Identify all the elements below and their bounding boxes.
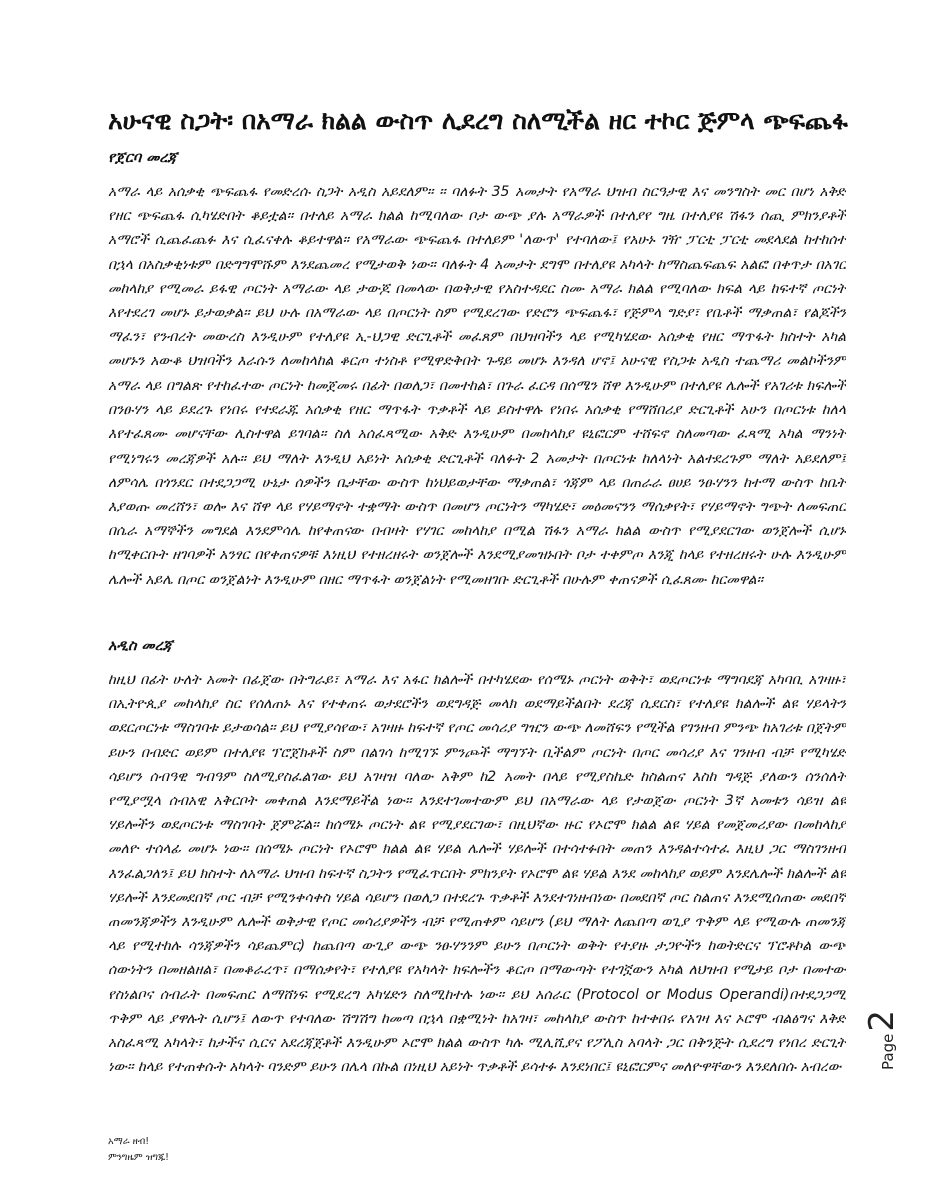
footer-line: ምንግዜም ዝግጁ! bbox=[108, 1152, 169, 1163]
page-number bbox=[862, 985, 905, 1095]
page-number-value: 2 bbox=[862, 1010, 902, 1032]
paragraph: አማራ ላይ በግልጽ የተከፈተው ጦርነት ከመጀመሩ በፊት በወለጋ፣ በመተከል፣ በጉራ ፈርዳ በሰሜን ሸዋ እንዲሁም በተለያዩ ሌሎች የአገሪቱ ክፍሎች በንፁሃን ላይ ይደረጉ የነበሩ የተደራጁ አሰቃቂ የዘር ማጥፋት ጥቃቶች ላይ ይስተዋሉ የነበሩ አሰቃቂ የማሸበሪያ ድርጊቶች አሁን በጦርነቱ ከለላ እየተፈጸሙ መሆናቸው ሊስተዋል ይገባል። ስለ አሰፈጻሚው አቅድ እንዲሁም በመከላከያ ዩኒፎርም ተሸፍኖ ስለመጣው ፈጻሚ አካል ማንነት የሚነግሩን መረጃዎች አሉ። ይህ ማለት እንዲህ አይነት አሰቃቂ ድርጊቶች ባለፉት 2 አመታት በጦርነቱ ከለላነት አልተደረጉም ማለት አይደለም፤ ለምሳሌ በጎንደር በተደጋጋሚ ሁኔታ ሰዎችን ቤታቸው ውስጥ ከነህይወታቸው ማቃጠል፣ ጎጃም ላይ በጠራራ ፀሀይ ንፁሃንን ከተማ ውስጥ ከቤት እያወጡ መረሸን፣ ወሎ እና ሸዋ ላይ የሃይማኖት ተቋማት ውስጥ በመሆን ጦርነትን ማካሄድ፣ መዕመናንን ማሰቃየት፣ የሃይማኖት ግጭት ለመፍጠር በሴራ አማኞችን መግደል እንደምሳሌ ከየቀጠናው በብዛት የሃገር መከላከያ በሚል ሽፋን አማራ ክልል ውስጥ የሚያደርገው ወንጀሎች ሲሆኑ ከሚቀርቡት ዘገባዎች አንፃር በየቀጠናዎቹ እነዚህ የተዘረዘሩት ወንጀሎች እንደሚያመዝኑበት ቦታ ተቀምጦ እንጂ ከላይ የተዘረዘሩት ሁሉ እንዲሁም ሌሎች አይሌ በጦር ወንጀልነት እንዲሁም በዘር ማጥፋት ወንጀልነት የሚመዘገቡ ድርጊቶች በሁሉም ቀጠናዎች ሲፈጸሙ ከርመዋል። bbox=[108, 378, 846, 588]
paragraph: አማራ ላይ አሰቃቂ ጭፍጨፋ የመድረሱ ስጋት አዲስ አይደለም። ። ባለፉት 35 አመታት የአማራ ህዝብ ስርዓታዊ እና መንግስት መር በሆነ አቅድ የዘር ጭፍጨፋ ሲካሄድበት ቆይቷል። በተለይ አማራ ክልል ከሚባለው ቦታ ውጭ ያሉ አማራዎች በተለያየ ግዜ በተለያዩ ሽፋን ሰጪ ምክንያቶች አማሮች ሲጨፈጨፉ እና ሲፈናቀሉ ቆይተዋል። የአማራው ጭፍጨፋ በተለይም 'ለውጥ' የተባለው፤ የአሁኑ ገዥ ፓርቲ ፓርቲ መደላደል ከተከሰተ በኋላ በአስቃቂነቱም በድግግሞሹም እንደጨመረ የሚታወቅ ነው። ባለፉት 4 አመታት ደግሞ በተለያዩ አካላት ከማስጨፍጨፍ አልፎ በቀጥታ በአገር መከላከያ የሚመራ ይፋዊ ጦርነት አማራው ላይ ታውጆ በመላው በወቅታዊ የአስተዳደር ስሙ አማራ ክልል የሚባለው ክፍል ላይ ከፍተኛ ጦርነት እየተደረገ መሆኑ ይታወቃል። ይህ ሁሉ በአማራው ላይ በጦርነት ስም የሚደረገው የድሮን ጭፍጨፋ፣ የጅምላ ግድያ፣ የቤቶች ማቃጠል፣ የልጆችን ማፈን፣ የንብረት መውረስ እንዲሁም የተለያዩ ኢ-ህጋዊ ድርጊቶች መፈጸም በህዝባችን ላይ የሚካሄደው አሰቃቂ የዘር ማጥፋት ክስተት አካል መሆኑን አውቆ ህዝባችን እራሱን ለመከላከል ቆርጦ ተነስቶ የሚዋድቅበት ጉዳይ መሆኑ እንዳለ ሆኖ፤ አሁናዊ የስጋቱ አዲስ ተጨማሪ መልኮችንም bbox=[108, 184, 846, 370]
section-heading-background: የጀርባ መረጃ bbox=[108, 150, 177, 166]
footer-line: አማራ ዘብ! bbox=[108, 1136, 150, 1147]
section-heading-new-info: አዲስ መረጃ bbox=[108, 638, 173, 654]
page-label: Page bbox=[879, 1033, 897, 1070]
footer bbox=[108, 1134, 169, 1166]
paragraph: ከዚህ በፊት ሁለት አመት በፊጀው በትግራይ፣ አማራ እና አፋር ክልሎች በተካሄደው የሰሜኑ ጦርነት ወቅት፣ ወደጦርነቱ ማግባደጃ አካባቢ አገዛዙ፣ በኢትዮጲያ መከላከያ ስር የሰለጠኑ እና የተቀጠሩ ወታደሮችን ወደግዳጅ መላክ ወደማይችልበት ደረጃ ሲደርስ፣ የተለያዩ ክልሎች ልዩ ሃይላትን ወደርጦርነቱ ማስገባቱ ይታወሳል። ይህ የሚያሳየው፣ አገዛዙ ከፍተኛ የጦር መሳሪያ ግዢን ውጭ ለመሸፍን የሚችል የገንዘብ ምንጭ ከአገሪቱ በጀትም ይሁን በብድር ወይም በተለያዩ ፕሮጀክቶች ስም በልገሳ ከሚገኙ ምንጮች ማግኘት ቢችልም ጦርነት በጦር መሳሪያ እና ገንዘብ ብቻ የሚካሄድ ሳይሆን ሰብዓዊ ግብዓም ስለሚያስፈልገው ይህ አገዛዝ ባለው አቅም ከ2 አመት በላይ የሚያስኬድ ከስልጠና እስከ ግዳጅ ያለውን ሰንሰለት የሚያሟላ ሰብአዊ አቅርቦት መቀጠል እንደማይችል ነው። እንደተገመተውም ይህ በአማራው ላይ የታወጀው ጦርነት 3ኛ አመቱን ሳይዝ ልዩ ሃይሎችን ወደጦርነቱ ማስገባት ጀምሯል። ከሰሜኑ ጦርነት ልዩ የሚያደርገው፣ በዚህኛው ዙር የኦሮሞ ክልል ልዩ ሃይል የመጀመሪያው በመከላከያ መለዮ ተሰላፊ መሆኑ ነው። በሰሜኑ ጦርነት የኦሮሞ ክልል ልዩ ሃይል ሌሎች ሃይሎች በተሳተፉበት መጠን እንዳልተሳተፈ እዚህ ጋር ማስገንዘብ እንፈልጋለን፤ ይህ ክስተት ለአማራ ህዝብ ከፍተኛ ስጋትን የሚፈጥርበት ምክንያት የኦሮሞ ልዩ ሃይል እንደ መከላከያ ወይም እንደሌሎች ክልሎች ልዩ ሃይሎች እንደመደበኛ ጦር ብቻ የሚንቀሳቀስ ሃይል ሳይሆን በወለጋ በተደረጉ ጥቃቶች እንደተገነዘብነው በመደበኛ ጦር ስልጠና እንደሚሰጠው መደበኛ ጠመንጃዎችን እንዲሁም ሌሎች ወቅታዊ የጦር መሳሪያዎችን ብቻ የሚጠቀም ሳይሆን (ይህ ማለት ለጨበጣ ወጊያ ጥቅም ላይ የሚውሉ ጠመንጃ ላይ የሚተከሉ ሳንጃዎችን ሳይጨምር) ከጨበጣ ውጊያ ውጭ ንፁሃንንም ይሁን በጦርነት ወቅት የተያዙ ታጋዮችን ከወትድርና ፕሮቶኮል ውጭ ሰውነትን በመዘልዘል፣ በመቆራረጥ፣ በማሰቃየት፣ የተለያዩ የአካላት ክፍሎችን ቆርጦ በማውጣት የተገኟውን አካል ለህዝብ የሚታይ ቦታ በመተው የስነልቦና ሰብራት በመፍጠር ለማሸነፍ የሚደረግ አካሄድን ስለሚከተሉ ነው። ይህ አሰራር (Protocol or Modus Operandi)በተደጋጋሚ ጥቅም ላይ ያዋሉት ሲሆን፤ ለውጥ የተባለው ሽግሽግ ከመጣ በኋላ በቋሚነት ከአገዛ፣ መከላከያ ውስጥ ከተቀበሩ የአገዛ እና ኦሮሞ ብልፅግና እቅድ አስፈጻሚ አካላት፣ ከታችና ሲርና አደረጃጀቶች እንዲሁም ኦሮሞ ክልል ውስጥ ካሉ ሚሊሺያና የፖሊስ አባላት ጋር በቅንጅት ሲደረግ የነበረ ድርጊት ነው። ከላይ የተጠቀሱት አካላት ባንድም ይሁን በሌላ በኩል በነዚህ አይነት ጥቃቶች ይሳተፉ እንደነበር፤ ዩኒፎርምና መለዮዋቸውን እንደለበሱ አብረው bbox=[108, 672, 846, 1076]
document-title: አሁናዊ ስጋት፡ በአማራ ክልል ውስጥ ሊደረግ ስለሚችል ዘር ተኮር ጅምላ ጭፍጨፋ bbox=[108, 106, 848, 135]
